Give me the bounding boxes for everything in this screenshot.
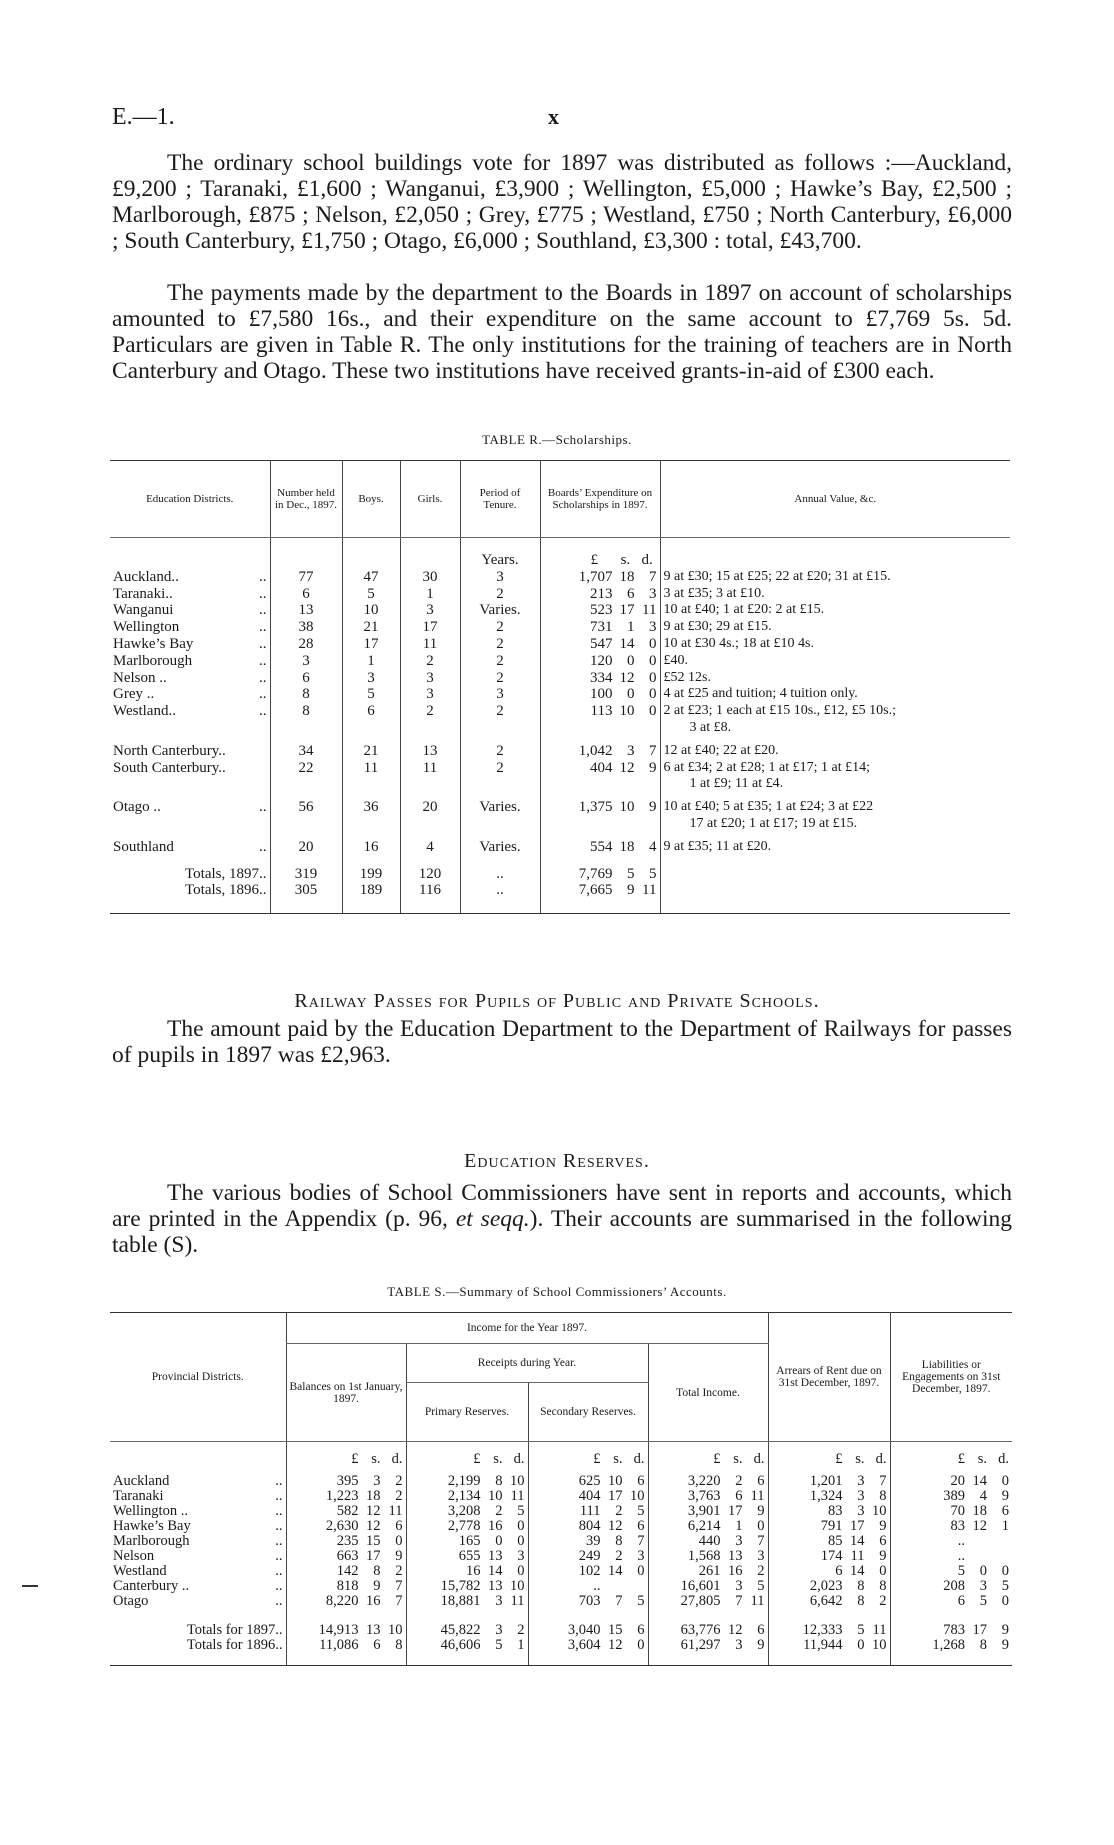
arrears-value: 174 11 9 [768,1549,890,1564]
page-number: x [548,104,559,129]
table-row [110,760,1010,794]
girls-count: 13 [400,743,460,760]
table-row [110,569,1010,586]
tenure-period: 2 [460,670,540,687]
arrears-value: 1,324 3 8 [768,1489,890,1504]
secondary-reserves-value: 703 7 5 [528,1594,648,1609]
district-name: Wellington .. [113,619,267,636]
totals-label: Totals for 1896.. [110,1638,286,1666]
header-secondary-reserves: Secondary Reserves. [528,1383,648,1442]
primary-reserves-value: 3,208 2 5 [406,1504,528,1519]
header-provincial-districts: Provincial Districts. [110,1313,286,1442]
header-balances: Balances on 1st January, 1897. [286,1344,406,1442]
number-held: 77 [270,569,342,586]
balance-value: 142 8 2 [286,1564,406,1579]
railway-paragraph: The amount paid by the Education Department to the Department of Railways for passes of pupils in 1897 was £2,963. [112,1016,1012,1068]
table-row [110,670,1010,687]
boys-count: 1 [342,653,400,670]
district-name: Marlborough .. [113,652,267,669]
header-girls: Girls. [400,461,460,538]
district-name: Nelson .. [113,1548,283,1564]
girls-count: 17 [400,619,460,636]
total-income-value: 3,901 17 9 [648,1504,768,1519]
header-primary-reserves: Primary Reserves. [406,1383,528,1442]
table-row [110,1579,1012,1594]
number-held: 56 [270,799,342,833]
district-name: Auckland.. .. [113,568,267,585]
tenure-period: 2 [460,586,540,603]
boys-count: 6 [342,703,400,737]
district-name: Marlborough .. [113,1533,283,1549]
tenure-period: Varies. [460,602,540,619]
total-income-value: 1,568 13 3 [648,1549,768,1564]
district-name: South Canterbury.. [113,759,226,776]
girls-count: 3 [400,602,460,619]
arrears-value: 83 3 10 [768,1504,890,1519]
annual-value: 3 at £35; 3 at £10. [660,586,1010,603]
margin-mark [22,1585,38,1587]
header-number: Number held in Dec., 1897. [270,461,342,538]
liabilities-value: 83 12 1 [890,1519,1012,1534]
unit-pence: d. [641,552,653,568]
boys-count: 10 [342,602,400,619]
total-girls: 116 [400,882,460,913]
expenditure-value: 731 1 3 [540,619,660,636]
unit-money: £ s. d. [648,1442,768,1475]
header-expenditure: Boards’ Expenditure on Scholarships in 1897. [540,461,660,538]
primary-reserves-value: 655 13 3 [406,1549,528,1564]
secondary-reserves-value: 249 2 3 [528,1549,648,1564]
total-number: 319 [270,856,342,883]
boys-count: 3 [342,670,400,687]
boys-count: 11 [342,760,400,794]
balance-value: 235 15 0 [286,1534,406,1549]
district-name: North Canterbury.. [113,742,226,759]
tenure-period: 3 [460,686,540,703]
district-name: Wanganui .. [113,602,267,619]
district-name: Otago .. [113,1593,283,1609]
district-name: Westland .. [113,1563,283,1579]
table-row [110,1519,1012,1534]
total-arrears: 11,944 0 10 [768,1638,890,1666]
expenditure-value: 547 14 0 [540,636,660,653]
page-reference: E.—1. [112,104,175,130]
arrears-value: 6 14 0 [768,1564,890,1579]
boys-count: 5 [342,686,400,703]
boys-count: 47 [342,569,400,586]
table-row [110,1474,1012,1489]
table-row [110,1489,1012,1504]
table-row [110,686,1010,703]
boys-count: 21 [342,619,400,636]
expenditure-value: 1,707 18 7 [540,569,660,586]
reserves-paragraph: The various bodies of School Commissioners have sent in reports and accounts, which are printed in the Appendix (p. 96, et seqq.). Their accounts are summarised in the following table (S). [112,1180,1012,1258]
header-total-income: Total Income. [648,1344,768,1442]
unit-money: £ s. d. [768,1442,890,1475]
tenure-period: 2 [460,760,540,794]
totals-row [110,1609,1012,1638]
table-row [110,1564,1012,1579]
header-annual-value: Annual Value, &c. [660,461,1010,538]
district-name: Taranaki .. [113,1488,283,1504]
table-row [110,653,1010,670]
unit-money: £ s. d. [528,1442,648,1475]
header-period: Period of Tenure. [460,461,540,538]
secondary-reserves-value: 102 14 0 [528,1564,648,1579]
unit-money [540,538,660,569]
total-primary: 46,606 5 1 [406,1638,528,1666]
unit-pounds: £ [590,552,599,568]
total-income-value: 3,220 2 6 [648,1474,768,1489]
totals-label: Totals, 1896.. [110,882,270,913]
total-primary: 45,822 3 2 [406,1609,528,1638]
district-name: Southland .. [113,838,267,855]
expenditure-value: 404 12 9 [540,760,660,794]
balance-value: 1,223 18 2 [286,1489,406,1504]
unit-money: £ s. d. [406,1442,528,1475]
table-row [110,586,1010,603]
tenure-period: 2 [460,703,540,737]
liabilities-value: .. [890,1534,1012,1549]
balance-value: 8,220 16 7 [286,1594,406,1609]
expenditure-value: 1,042 3 7 [540,743,660,760]
number-held: 8 [270,703,342,737]
arrears-value: 85 14 6 [768,1534,890,1549]
tenure-period: 2 [460,636,540,653]
header-district: Education Districts. [110,461,270,538]
total-income-value: 440 3 7 [648,1534,768,1549]
header-income: Income for the Year 1897. [286,1313,768,1344]
district-name: Auckland .. [113,1473,283,1489]
scholarships-paragraph: The payments made by the department to the Boards in 1897 on account of scholarships amounted to £7,580 16s., and their expenditure on the same account to £7,769 5s. 5d. Particulars are given in Table R. The only institutions for the training of teachers are in North Canterbury and Otago. These two institutions have received grants-in-aid of £300 each. [112,280,1012,384]
totals-row [110,1638,1012,1666]
girls-count: 11 [400,760,460,794]
primary-reserves-value: 16 14 0 [406,1564,528,1579]
girls-count: 11 [400,636,460,653]
district-name: Nelson .. .. [113,669,267,686]
balance-value: 395 3 2 [286,1474,406,1489]
number-held: 8 [270,686,342,703]
primary-reserves-value: 2,778 16 0 [406,1519,528,1534]
boys-count: 5 [342,586,400,603]
expenditure-value: 113 10 0 [540,703,660,737]
expenditure-value: 100 0 0 [540,686,660,703]
arrears-value: 6,642 8 2 [768,1594,890,1609]
annual-value: 10 at £30 4s.; 18 at £10 4s. [660,636,1010,653]
tenure-period: 2 [460,653,540,670]
total-liabilities: 783 17 9 [890,1609,1012,1638]
secondary-reserves-value: 39 8 7 [528,1534,648,1549]
total-period: .. [460,882,540,913]
header-liabilities: Liabilities or Engagements on 31st December, 1897. [890,1313,1012,1442]
table-row [110,839,1010,856]
district-name: Westland.. .. [113,703,267,720]
balance-value: 818 9 7 [286,1579,406,1594]
total-liabilities: 1,268 8 9 [890,1638,1012,1666]
expenditure-value: 554 18 4 [540,839,660,856]
totals-label: Totals, 1897.. [185,865,267,882]
liabilities-value: 70 18 6 [890,1504,1012,1519]
girls-count: 30 [400,569,460,586]
table-r-scholarships [110,460,1010,914]
annual-value: 10 at £40; 1 at £20: 2 at £15. [660,602,1010,619]
secondary-reserves-value: 804 12 6 [528,1519,648,1534]
table-row [110,743,1010,760]
annual-value: £40. [660,653,1010,670]
totals-label: Totals for 1897.. [186,1622,283,1638]
total-income-value: 3,763 6 11 [648,1489,768,1504]
unit-shillings: s. [620,552,631,568]
table-row [110,636,1010,653]
tenure-period: 3 [460,569,540,586]
reserves-heading: Education Reserves. [464,1150,650,1172]
total-number: 305 [270,882,342,913]
total-expenditure: 7,665 9 11 [540,882,660,913]
unit-money: £ s. d. [286,1442,406,1475]
girls-count: 3 [400,670,460,687]
expenditure-value: 334 12 0 [540,670,660,687]
header-receipts: Receipts during Year. [406,1344,648,1383]
balance-value: 663 17 9 [286,1549,406,1564]
liabilities-value: 208 3 5 [890,1579,1012,1594]
girls-count: 20 [400,799,460,833]
primary-reserves-value: 2,199 8 10 [406,1474,528,1489]
number-held: 34 [270,743,342,760]
unit-years: Years. [460,538,540,569]
annual-value: 12 at £40; 22 at £20. [660,743,1010,760]
unit-money: £ s. d. [890,1442,1012,1475]
arrears-value: 791 17 9 [768,1519,890,1534]
district-name: Taranaki.. .. [113,585,267,602]
total-expenditure: 7,769 5 5 [540,856,660,883]
expenditure-value: 1,375 10 9 [540,799,660,833]
boys-count: 21 [342,743,400,760]
annual-value: 9 at £35; 11 at £20. [660,839,1010,856]
secondary-reserves-value: .. [528,1579,648,1594]
liabilities-value: 5 0 0 [890,1564,1012,1579]
annual-value: £52 12s. [660,670,1010,687]
boys-count: 17 [342,636,400,653]
railway-heading: Railway Passes for Pupils of Public and Private Schools. [294,990,820,1012]
number-held: 3 [270,653,342,670]
table-row [110,703,1010,737]
annual-value: 10 at £40; 5 at £35; 1 at £24; 3 at £22 17 at £20; 1 at £17; 19 at £15. [660,799,1010,833]
girls-count: 2 [400,703,460,737]
total-arrears: 12,333 5 11 [768,1609,890,1638]
number-held: 28 [270,636,342,653]
tenure-period: Varies. [460,839,540,856]
annual-value: 2 at £23; 1 each at £15 10s., £12, £5 10s.; 3 at £8. [660,703,1010,737]
table-s-commissioners-accounts [110,1312,1012,1666]
total-boys: 189 [342,882,400,913]
table-r-title: TABLE R.—Scholarships. [482,432,632,447]
total-income-value: 27,805 7 11 [648,1594,768,1609]
liabilities-value: 20 14 0 [890,1474,1012,1489]
expenditure-value: 120 0 0 [540,653,660,670]
table-row [110,1594,1012,1609]
header-arrears: Arrears of Rent due on 31st December, 1897. [768,1313,890,1442]
buildings-vote-paragraph: The ordinary school buildings vote for 1897 was distributed as follows :—Auckland, £9,200 ; Taranaki, £1,600 ; Wanganui, £3,900 ; Wellington, £5,000 ; Hawke’s Bay, £2,500 ; Marlborough, £875 ; Nelson, £2,050 ; Grey, £775 ; Westland, £750 ; North Canterbury, £6,000 ; South Canterbury, £1,750 ; Otago, £6,000 ; Southland, £3,300 : total, £43,700. [112,150,1012,254]
primary-reserves-value: 165 0 0 [406,1534,528,1549]
girls-count: 3 [400,686,460,703]
annual-value: 6 at £34; 2 at £28; 1 at £17; 1 at £14; 1 at £9; 11 at £4. [660,760,1010,794]
table-row [110,1504,1012,1519]
total-boys: 199 [342,856,400,883]
table-row [110,1549,1012,1564]
total-income-value: 16,601 3 5 [648,1579,768,1594]
total-income: 61,297 3 9 [648,1638,768,1666]
district-name: Grey .. .. [113,686,267,703]
total-income-value: 6,214 1 0 [648,1519,768,1534]
arrears-value: 1,201 3 7 [768,1474,890,1489]
table-row [110,602,1010,619]
district-name: Otago .. .. [113,799,267,816]
district-name: Hawke’s Bay .. [113,1518,283,1534]
total-income: 63,776 12 6 [648,1609,768,1638]
number-held: 6 [270,586,342,603]
total-balance: 14,913 13 10 [286,1609,406,1638]
total-income-value: 261 16 2 [648,1564,768,1579]
expenditure-value: 523 17 11 [540,602,660,619]
liabilities-value: 6 5 0 [890,1594,1012,1609]
primary-reserves-value: 2,134 10 11 [406,1489,528,1504]
tenure-period: 2 [460,743,540,760]
total-girls: 120 [400,856,460,883]
number-held: 38 [270,619,342,636]
tenure-period: Varies. [460,799,540,833]
total-secondary: 3,040 15 6 [528,1609,648,1638]
table-row [110,1534,1012,1549]
header-boys: Boys. [342,461,400,538]
girls-count: 2 [400,653,460,670]
annual-value: 9 at £30; 29 at £15. [660,619,1010,636]
liabilities-value: 389 4 9 [890,1489,1012,1504]
secondary-reserves-value: 111 2 5 [528,1504,648,1519]
primary-reserves-value: 15,782 13 10 [406,1579,528,1594]
expenditure-value: 213 6 3 [540,586,660,603]
annual-value: 9 at £30; 15 at £25; 22 at £20; 31 at £15. [660,569,1010,586]
secondary-reserves-value: 625 10 6 [528,1474,648,1489]
district-name: Canterbury .. .. [113,1578,283,1594]
annual-value: 4 at £25 and tuition; 4 tuition only. [660,686,1010,703]
balance-value: 582 12 11 [286,1504,406,1519]
table-row [110,619,1010,636]
district-name: Wellington .. .. [113,1503,283,1519]
girls-count: 4 [400,839,460,856]
balance-value: 2,630 12 6 [286,1519,406,1534]
number-held: 20 [270,839,342,856]
table-row [110,799,1010,833]
arrears-value: 2,023 8 8 [768,1579,890,1594]
district-name: Hawke’s Bay .. [113,635,267,652]
totals-row [110,856,1010,883]
number-held: 6 [270,670,342,687]
total-secondary: 3,604 12 0 [528,1638,648,1666]
totals-row [110,882,1010,913]
boys-count: 36 [342,799,400,833]
table-s-title: TABLE S.—Summary of School Commissioners’ Accounts. [387,1284,727,1299]
primary-reserves-value: 18,881 3 11 [406,1594,528,1609]
boys-count: 16 [342,839,400,856]
girls-count: 1 [400,586,460,603]
tenure-period: 2 [460,619,540,636]
liabilities-value: .. [890,1549,1012,1564]
total-balance: 11,086 6 8 [286,1638,406,1666]
number-held: 22 [270,760,342,794]
secondary-reserves-value: 404 17 10 [528,1489,648,1504]
number-held: 13 [270,602,342,619]
total-period: .. [460,856,540,883]
